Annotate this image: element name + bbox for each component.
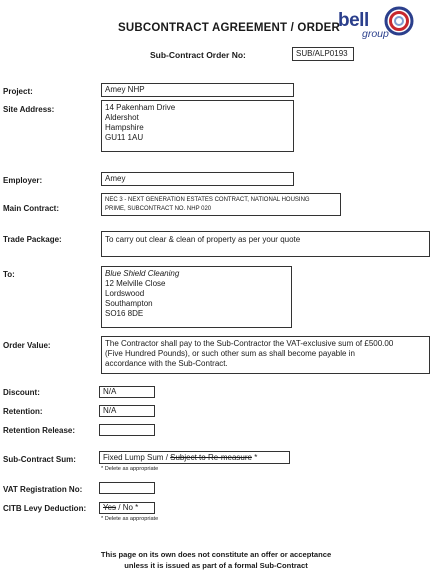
logo-subtext: group xyxy=(362,28,389,40)
subcontract-sum-value: Fixed Lump Sum / xyxy=(103,453,171,462)
logo-wordmark: bell xyxy=(338,10,369,31)
employer-label: Employer: xyxy=(3,176,43,185)
subcontract-sum-field[interactable] xyxy=(99,451,290,464)
citb-note: * Delete as appropriate xyxy=(101,516,159,522)
vat-reg-field[interactable] xyxy=(99,482,155,494)
site-address-label: Site Address: xyxy=(3,105,55,114)
project-label: Project: xyxy=(3,87,33,96)
subcontract-sum-asterisk: * xyxy=(251,453,258,462)
subcontract-sum-label: Sub-Contract Sum: xyxy=(3,455,76,464)
document-title: SUBCONTRACT AGREEMENT / ORDER xyxy=(118,22,340,34)
project-field[interactable]: Amey NHP xyxy=(101,83,294,97)
discount-field[interactable]: N/A xyxy=(99,386,155,398)
logo-swirl-icon xyxy=(382,4,416,38)
main-contract-label: Main Contract: xyxy=(3,204,59,213)
to-field[interactable] xyxy=(101,266,292,328)
retention-release-field[interactable] xyxy=(99,424,155,436)
address-line: GU11 1AU xyxy=(105,133,144,142)
address-line: Aldershot xyxy=(105,113,139,122)
footer-disclaimer xyxy=(0,549,432,571)
recipient-address-line: SO16 8DE xyxy=(105,309,144,318)
bell-group-logo xyxy=(338,4,416,42)
citb-field[interactable] xyxy=(99,502,155,514)
discount-label: Discount: xyxy=(3,388,40,397)
recipient-address-line: Southampton xyxy=(105,299,153,308)
site-address-field[interactable] xyxy=(101,100,294,152)
order-value-line: accordance with the Sub-Contract. xyxy=(105,359,228,368)
address-line: 14 Pakenham Drive xyxy=(105,103,176,112)
order-no-field[interactable]: SUB/ALP0193 xyxy=(292,47,354,61)
recipient-address-line: 12 Melville Close xyxy=(105,279,166,288)
address-line: Hampshire xyxy=(105,123,144,132)
order-value-line: The Contractor shall pay to the Sub-Contractor the VAT-exclusive sum of £500.00 xyxy=(105,339,394,348)
citb-struck: Yes xyxy=(103,503,117,512)
order-value-field[interactable] xyxy=(101,336,430,374)
retention-release-label: Retention Release: xyxy=(3,426,76,435)
to-label: To: xyxy=(3,270,15,279)
retention-field[interactable]: N/A xyxy=(99,405,155,417)
main-contract-line: PRIME, SUBCONTRACT NO. NHP 020 xyxy=(105,205,212,212)
subcontract-sum-struck: Subject to Re-measure xyxy=(170,453,252,462)
recipient-address-line: Lordswood xyxy=(105,289,145,298)
trade-package-label: Trade Package: xyxy=(3,235,62,244)
order-no-label: Sub-Contract Order No: xyxy=(150,50,246,60)
main-contract-field[interactable] xyxy=(101,193,341,216)
recipient-name: Blue Shield Cleaning xyxy=(105,269,180,278)
employer-field[interactable]: Amey xyxy=(101,172,294,186)
trade-package-field[interactable]: To carry out clear & clean of property as per your quote xyxy=(101,231,430,257)
order-value-label: Order Value: xyxy=(3,341,51,350)
vat-reg-label: VAT Registration No: xyxy=(3,485,83,494)
footer-line-2: unless it is issued as part of a formal Sub-Contract xyxy=(124,561,308,570)
citb-label: CITB Levy Deduction: xyxy=(3,504,87,513)
subcontract-sum-note: * Delete as appropriate xyxy=(101,466,159,472)
retention-label: Retention: xyxy=(3,407,43,416)
footer-line-1: This page on its own does not constitute an offer or acceptance xyxy=(100,550,332,559)
order-value-line: (Five Hundred Pounds), or such other sum as shall become payable in xyxy=(105,349,355,358)
citb-value: / No * xyxy=(116,503,139,512)
main-contract-line: NEC 3 - NEXT GENERATION ESTATES CONTRACT, NATIONAL HOUSING xyxy=(105,197,310,203)
